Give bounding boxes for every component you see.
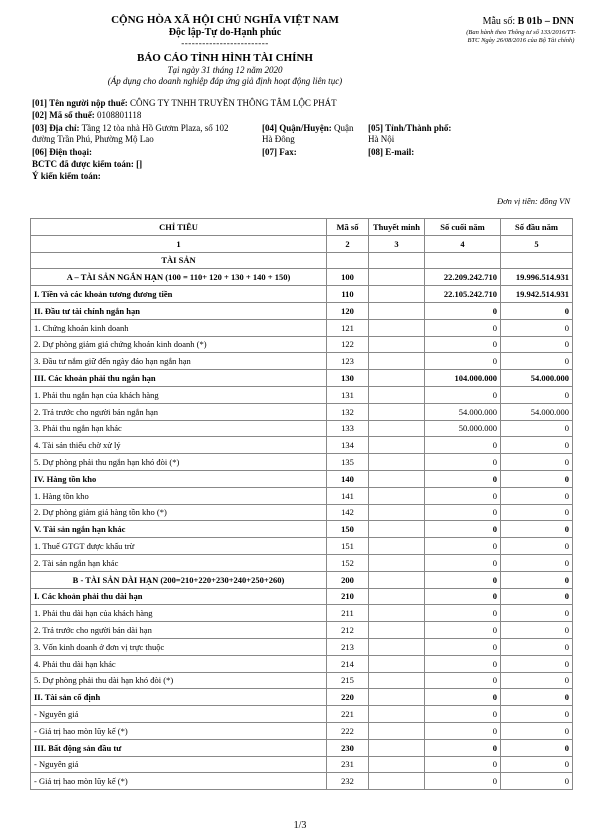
row-start-value: 0 xyxy=(501,622,573,639)
row-code: 123 xyxy=(327,353,369,370)
row-code: 100 xyxy=(327,269,369,286)
audited-label: BCTC đã được kiểm toán: [] xyxy=(32,159,143,169)
row-item-name: V. Tài sản ngắn hạn khác xyxy=(31,521,327,538)
row-start-value: 19.942.514.931 xyxy=(501,286,573,303)
row-end-value: 0 xyxy=(425,638,501,655)
row-item-name: 3. Phải thu ngắn hạn khác xyxy=(31,420,327,437)
page-number: 1/3 xyxy=(293,820,307,831)
row-item-name: B - TÀI SẢN DÀI HẠN (200=210+220+230+240+250+260) xyxy=(31,571,327,588)
row-end-value: 0 xyxy=(425,554,501,571)
row-note xyxy=(369,437,425,454)
audit-opinion-label: Ý kiến kiểm toán: xyxy=(32,171,101,181)
country-name: CỘNG HÒA XÃ HỘI CHỦ NGHĨA VIỆT NAM xyxy=(111,14,339,26)
row-end-value: 22.105.242.710 xyxy=(425,286,501,303)
row-code: 231 xyxy=(327,756,369,773)
col-index-3: 3 xyxy=(369,235,425,252)
table-row xyxy=(31,403,573,420)
row-start-value: 0 xyxy=(501,504,573,521)
row-item-name: 1. Phải thu ngắn hạn của khách hàng xyxy=(31,386,327,403)
row-note xyxy=(369,319,425,336)
province-label: [05] Tỉnh/Thành phố: xyxy=(368,123,452,133)
table-row xyxy=(31,353,573,370)
row-code: 132 xyxy=(327,403,369,420)
row-end-value: 0 xyxy=(425,504,501,521)
row-item-name: 4. Tài sản thiếu chờ xử lý xyxy=(31,437,327,454)
row-item-name: - Nguyên giá xyxy=(31,706,327,723)
row-note xyxy=(369,622,425,639)
row-note xyxy=(369,722,425,739)
address-value-1: Tầng 12 tòa nhà Hồ Gươm Plaza, số 102 xyxy=(81,123,229,133)
report-title-block xyxy=(60,52,390,87)
row-note xyxy=(369,370,425,387)
col-header-start: Số đầu năm xyxy=(501,219,573,236)
row-code: 141 xyxy=(327,487,369,504)
col-index-4: 4 xyxy=(425,235,501,252)
table-row xyxy=(31,336,573,353)
row-item-name: 1. Hàng tồn kho xyxy=(31,487,327,504)
col-header-end: Số cuối năm xyxy=(425,219,501,236)
row-item-name: I. Các khoản phải thu dài hạn xyxy=(31,588,327,605)
row-code: 121 xyxy=(327,319,369,336)
table-row xyxy=(31,622,573,639)
row-item-name: 2. Dự phòng giảm giá chứng khoán kinh doanh (*) xyxy=(31,336,327,353)
row-start-value: 0 xyxy=(501,538,573,555)
row-start-value: 0 xyxy=(501,672,573,689)
district-value-1: Quận xyxy=(334,123,354,133)
row-item-name: 3. Đầu tư nắm giữ đến ngày đáo hạn ngắn hạn xyxy=(31,353,327,370)
row-note xyxy=(369,605,425,622)
row-start-value: 0 xyxy=(501,554,573,571)
row-end-value: 0 xyxy=(425,319,501,336)
report-date: Tại ngày 31 tháng 12 năm 2020 xyxy=(167,65,283,75)
taxcode-label: [02] Mã số thuế: xyxy=(32,110,95,120)
row-item-name: II. Tài sản cố định xyxy=(31,689,327,706)
row-note xyxy=(369,470,425,487)
row-start-value: 0 xyxy=(501,470,573,487)
row-note xyxy=(369,554,425,571)
row-code xyxy=(327,252,369,269)
row-item-name: - Giá trị hao mòn lũy kế (*) xyxy=(31,722,327,739)
row-end-value: 0 xyxy=(425,588,501,605)
row-end-value: 0 xyxy=(425,605,501,622)
row-start-value: 0 xyxy=(501,739,573,756)
row-code: 122 xyxy=(327,336,369,353)
table-row xyxy=(31,487,573,504)
row-start-value: 0 xyxy=(501,588,573,605)
row-note xyxy=(369,269,425,286)
row-start-value: 0 xyxy=(501,420,573,437)
row-note xyxy=(369,302,425,319)
row-item-name: 5. Dự phòng phải thu ngắn hạn khó đòi (*) xyxy=(31,454,327,471)
table-row xyxy=(31,672,573,689)
row-start-value: 54.000.000 xyxy=(501,370,573,387)
district-block xyxy=(262,123,366,145)
taxcode-value: 0108801118 xyxy=(97,110,142,120)
row-code: 135 xyxy=(327,454,369,471)
row-end-value: 0 xyxy=(425,386,501,403)
row-code: 120 xyxy=(327,302,369,319)
row-note xyxy=(369,706,425,723)
table-row xyxy=(31,638,573,655)
table-row xyxy=(31,756,573,773)
row-item-name: 2. Trả trước cho người bán ngắn hạn xyxy=(31,403,327,420)
row-end-value: 0 xyxy=(425,487,501,504)
taxpayer-value: CÔNG TY TNHH TRUYỀN THÔNG TÂM LỘC PHÁT xyxy=(130,98,337,108)
row-code: 213 xyxy=(327,638,369,655)
row-code: 215 xyxy=(327,672,369,689)
row-item-name: III. Bất động sản đầu tư xyxy=(31,739,327,756)
row-code: 152 xyxy=(327,554,369,571)
email-line xyxy=(368,147,414,158)
row-note xyxy=(369,386,425,403)
row-start-value: 54.000.000 xyxy=(501,403,573,420)
row-note xyxy=(369,252,425,269)
row-end-value: 22.209.242.710 xyxy=(425,269,501,286)
report-title: BÁO CÁO TÌNH HÌNH TÀI CHÍNH xyxy=(137,52,313,64)
row-code: 134 xyxy=(327,437,369,454)
table-row xyxy=(31,302,573,319)
row-end-value: 0 xyxy=(425,773,501,790)
row-start-value: 0 xyxy=(501,638,573,655)
row-note xyxy=(369,739,425,756)
row-code: 133 xyxy=(327,420,369,437)
fax-line xyxy=(262,147,297,158)
row-end-value: 0 xyxy=(425,672,501,689)
row-note xyxy=(369,773,425,790)
row-code: 210 xyxy=(327,588,369,605)
row-end-value: 50.000.000 xyxy=(425,420,501,437)
row-item-name: 3. Vốn kinh doanh ở đơn vị trực thuộc xyxy=(31,638,327,655)
address-value-2: đường Trần Phú, Phường Mộ Lao xyxy=(32,134,154,144)
row-start-value: 0 xyxy=(501,706,573,723)
row-start-value: 0 xyxy=(501,605,573,622)
row-code: 222 xyxy=(327,722,369,739)
row-item-name: 4. Phải thu dài hạn khác xyxy=(31,655,327,672)
table-row xyxy=(31,269,573,286)
row-start-value: 0 xyxy=(501,437,573,454)
row-item-name: IV. Hàng tồn kho xyxy=(31,470,327,487)
row-code: 211 xyxy=(327,605,369,622)
row-start-value: 0 xyxy=(501,722,573,739)
row-note xyxy=(369,420,425,437)
row-end-value xyxy=(425,252,501,269)
row-end-value: 0 xyxy=(425,302,501,319)
row-end-value: 0 xyxy=(425,706,501,723)
row-item-name: I. Tiền và các khoản tương đương tiền xyxy=(31,286,327,303)
col-header-item: CHỈ TIÊU xyxy=(31,219,327,236)
row-start-value: 0 xyxy=(501,689,573,706)
row-start-value: 0 xyxy=(501,773,573,790)
audited-line xyxy=(32,159,142,170)
row-code: 221 xyxy=(327,706,369,723)
row-note xyxy=(369,689,425,706)
table-row xyxy=(31,504,573,521)
row-code: 130 xyxy=(327,370,369,387)
row-code: 230 xyxy=(327,739,369,756)
row-start-value xyxy=(501,252,573,269)
row-start-value: 0 xyxy=(501,521,573,538)
table-row xyxy=(31,386,573,403)
table-row xyxy=(31,420,573,437)
row-item-name: 2. Tài sản ngắn hạn khác xyxy=(31,554,327,571)
audit-opinion-line xyxy=(32,171,101,182)
row-code: 110 xyxy=(327,286,369,303)
row-note xyxy=(369,521,425,538)
row-end-value: 0 xyxy=(425,470,501,487)
table-row xyxy=(31,739,573,756)
form-code xyxy=(462,16,580,28)
province-block xyxy=(368,123,508,145)
table-row xyxy=(31,521,573,538)
table-row xyxy=(31,454,573,471)
col-index-5: 5 xyxy=(501,235,573,252)
table-row xyxy=(31,588,573,605)
row-item-name: 1. Thuế GTGT được khấu trừ xyxy=(31,538,327,555)
row-start-value: 0 xyxy=(501,571,573,588)
table-row xyxy=(31,554,573,571)
row-note xyxy=(369,672,425,689)
row-end-value: 0 xyxy=(425,689,501,706)
address-label: [03] Địa chỉ: xyxy=(32,123,80,133)
table-row xyxy=(31,437,573,454)
row-end-value: 0 xyxy=(425,437,501,454)
col-index-1: 1 xyxy=(31,235,327,252)
fax-label: [07] Fax: xyxy=(262,147,297,157)
row-end-value: 0 xyxy=(425,336,501,353)
row-code: 212 xyxy=(327,622,369,639)
district-value-2: Hà Đông xyxy=(262,134,295,144)
row-note xyxy=(369,538,425,555)
email-label: [08] E-mail: xyxy=(368,147,415,157)
row-start-value: 0 xyxy=(501,756,573,773)
row-code: 131 xyxy=(327,386,369,403)
row-code: 142 xyxy=(327,504,369,521)
row-note xyxy=(369,454,425,471)
form-note: (Ban hành theo Thông tư số 133/2016/TT-BTC Ngày 26/08/2016 của Bộ Tài chính) xyxy=(466,29,576,44)
row-start-value: 0 xyxy=(501,655,573,672)
table-row xyxy=(31,706,573,723)
table-row xyxy=(31,655,573,672)
row-note xyxy=(369,638,425,655)
row-item-name: TÀI SẢN xyxy=(31,252,327,269)
row-item-name: 1. Phải thu dài hạn của khách hàng xyxy=(31,605,327,622)
row-start-value: 0 xyxy=(501,454,573,471)
row-code: 232 xyxy=(327,773,369,790)
row-start-value: 0 xyxy=(501,302,573,319)
taxcode-line xyxy=(32,110,141,121)
currency-unit: Đơn vị tiền: đồng VN xyxy=(497,196,570,206)
row-note xyxy=(369,487,425,504)
row-start-value: 0 xyxy=(501,336,573,353)
row-item-name: 1. Chứng khoán kinh doanh xyxy=(31,319,327,336)
row-item-name: - Giá trị hao mòn lũy kế (*) xyxy=(31,773,327,790)
row-end-value: 0 xyxy=(425,722,501,739)
col-header-code: Mã số xyxy=(327,219,369,236)
table-row xyxy=(31,689,573,706)
table-row xyxy=(31,773,573,790)
col-header-note: Thuyết minh xyxy=(369,219,425,236)
table-row xyxy=(31,571,573,588)
row-note xyxy=(369,588,425,605)
col-index-2: 2 xyxy=(327,235,369,252)
report-scope: (Áp dụng cho doanh nghiệp đáp ứng giả định hoạt động liên tục) xyxy=(107,76,343,86)
table-row xyxy=(31,370,573,387)
row-note xyxy=(369,403,425,420)
balance-sheet-body xyxy=(31,219,573,790)
table-index-row xyxy=(31,235,573,252)
row-end-value: 0 xyxy=(425,655,501,672)
table-row xyxy=(31,538,573,555)
phone-label: [06] Điện thoại: xyxy=(32,147,92,157)
row-note xyxy=(369,286,425,303)
header-divider: ------------------------- xyxy=(181,38,269,48)
row-code: 214 xyxy=(327,655,369,672)
row-end-value: 104.000.000 xyxy=(425,370,501,387)
row-note xyxy=(369,756,425,773)
district-label: [04] Quận/Huyện: xyxy=(262,123,332,133)
taxpayer-line xyxy=(32,98,337,109)
row-start-value: 19.996.514.931 xyxy=(501,269,573,286)
row-item-name: III. Các khoản phải thu ngắn hạn xyxy=(31,370,327,387)
row-end-value: 0 xyxy=(425,571,501,588)
row-start-value: 0 xyxy=(501,487,573,504)
row-note xyxy=(369,655,425,672)
row-end-value: 0 xyxy=(425,622,501,639)
row-item-name: 2. Dự phòng giảm giá hàng tồn kho (*) xyxy=(31,504,327,521)
table-row xyxy=(31,605,573,622)
taxpayer-label: [01] Tên người nộp thuế: xyxy=(32,98,128,108)
row-end-value: 0 xyxy=(425,739,501,756)
row-note xyxy=(369,571,425,588)
row-end-value: 0 xyxy=(425,756,501,773)
table-row xyxy=(31,286,573,303)
row-start-value: 0 xyxy=(501,319,573,336)
row-item-name: A – TÀI SẢN NGẮN HẠN (100 = 110+ 120 + 130 + 140 + 150) xyxy=(31,269,327,286)
table-row xyxy=(31,722,573,739)
row-item-name: 5. Dự phòng phải thu dài hạn khó đòi (*) xyxy=(31,672,327,689)
row-end-value: 0 xyxy=(425,538,501,555)
row-item-name: 2. Trả trước cho người bán dài hạn xyxy=(31,622,327,639)
row-end-value: 0 xyxy=(425,454,501,471)
table-row xyxy=(31,319,573,336)
row-note xyxy=(369,353,425,370)
motto: Độc lập-Tự do-Hạnh phúc xyxy=(168,27,282,38)
row-code: 151 xyxy=(327,538,369,555)
row-code: 200 xyxy=(327,571,369,588)
province-value: Hà Nội xyxy=(368,134,395,144)
row-note xyxy=(369,504,425,521)
row-code: 150 xyxy=(327,521,369,538)
row-end-value: 0 xyxy=(425,353,501,370)
form-code-label: Mẫu số: xyxy=(482,16,516,27)
row-code: 220 xyxy=(327,689,369,706)
row-start-value: 0 xyxy=(501,353,573,370)
table-header-row xyxy=(31,219,573,236)
form-code-value: B 01b – DNN xyxy=(517,16,574,27)
row-end-value: 54.000.000 xyxy=(425,403,501,420)
row-item-name: II. Đầu tư tài chính ngắn hạn xyxy=(31,302,327,319)
row-note xyxy=(369,336,425,353)
row-end-value: 0 xyxy=(425,521,501,538)
phone-line xyxy=(32,147,92,158)
address-block xyxy=(32,123,260,145)
form-number-box xyxy=(462,16,580,45)
national-header xyxy=(60,14,390,47)
row-code: 140 xyxy=(327,470,369,487)
row-item-name: - Nguyên giá xyxy=(31,756,327,773)
table-row xyxy=(31,252,573,269)
row-start-value: 0 xyxy=(501,386,573,403)
balance-sheet-table xyxy=(30,218,573,790)
table-row xyxy=(31,470,573,487)
